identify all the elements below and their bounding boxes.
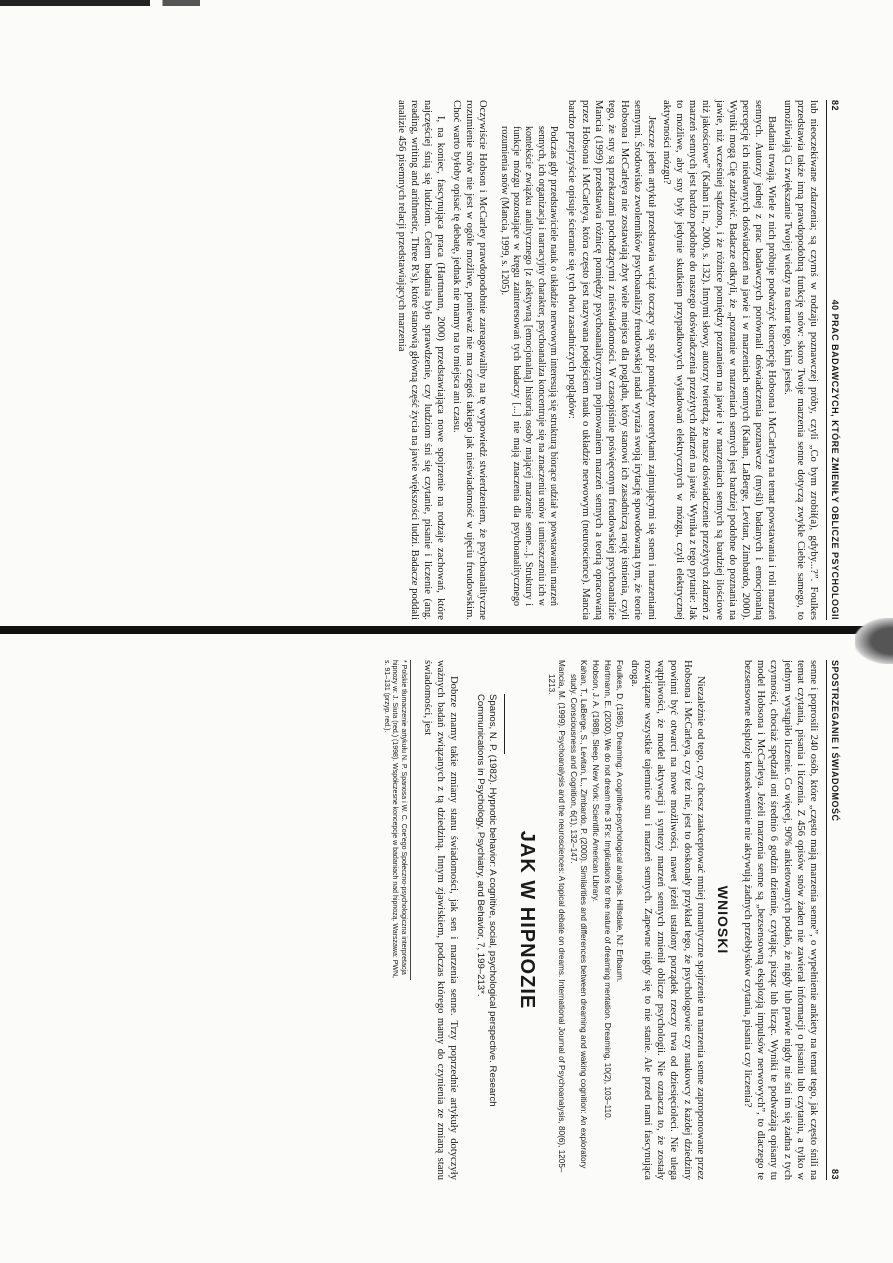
running-head [826, 100, 840, 620]
page-82 [100, 100, 840, 620]
page-83 [90, 660, 840, 1180]
section-title: WNIOSKI [714, 885, 731, 955]
running-head-title: 40 PRAC BADAWCZYCH, KTÓRE ZMIENIŁY OBLICZE PSYCHOLOGII [830, 299, 840, 620]
paragraph: Oczywiście Hobson i McCarley prawdopodobnie zareagowaliby na tę wypowiedź stwierdzeniem, że psychoanalityczne rozumienie snów nie jest w ogóle możliwe, ponieważ nie ma czegoś takiego jak nieświadomość w ujęciu freudowskim. Choć warto byłoby opisać tę debatę, jednak nie mamy na to miejsca ani czasu. [450, 100, 489, 620]
reference-item: Mancia, M. (1999). Psychoanalysis and the neurosciences: A topical debate on dreams. International Journal of Psychoanalysis, 80(6), 1205–1213. [546, 660, 566, 1173]
paragraph: Badania trwają. Wiele z nich próbuje podważyć koncepcję Hobsona i McCarleya na temat powstawania i roli marzeń sennych. Autorzy jednej z prac badawczych porównali doświadczenia poznawcze (myśli) badanych i emocjonalną percepcję ich niedawnych doświadczeń na jawie i w marzeniach sennych (Kahan, LaBerge, Levitan, Zimbardo, 2000). Wyniki mogą Cię zadziwić. Badacze odkryli, że „poznanie w marzeniach sennych jest bardziej podobne do poznania na jawie, niż wcześniej sądzono, i że różnice pomiędzy poznaniem na jawie i w marzeniach sennych są bardziej ilościowe niż jakościowe” (Kahan i in., 2000, s. 132). Innymi słowy, autorzy twierdzą, że nasze doświadczenie przeżytych zdarzeń z marzeń sennych jest bardzo podobne do naszego doświadczenia przeżytych zdarzeń na jawie. Wynika z tego pytanie: Jak to możliwe, aby sny były jedynie skutkiem przypadkowych wyładowań elektrycznych w mózgu, czyli elektrycznej aktywności mózgu? [660, 100, 778, 620]
block-quote: Podczas gdy przedstawiciele nauk o układzie nerwowym interesują się strukturą biorące udział w powstawaniu marzeń sennych, ich organizacja i narracyjny charakter, psychoanaliza koncentruje się na znaczeniu snów i umieszczeniu ich w kontekście związku analitycznego [z afektywną [emocjonalną] historią osoby mającej marzenie senne...]. Struktury i funkcje mózgu pozostające w kręgu zainteresowań tych badaczy [...] nie mają znaczenia dla psychoanalitycznego rozumienia snów (Mancia, 1999, s. 1205). [498, 126, 560, 606]
paragraph: I, na koniec, fascynująca praca (Hartmann, 2000) przedstawiająca nowe spojrzenie na rodzaje zachowań, które najczęściej śnią się ludziom. Celem badania było sprawdzenie, czy ludziom śni się czytanie, pisanie i liczenie (ang. reading, writing and arithmetic, Three R's), które stanowią główną część życia na jawie większości ludzi. Badacze poddali analizie 456 pisemnych relacji przedstawiających marzenia [395, 100, 447, 620]
scan-edge-artifact [0, 0, 250, 6]
reference-item: Foulkes, D. (1985). Dreaming: A cognitive-psychological analysis. Hillsdale, NJ: Erlbaum. [614, 660, 624, 983]
reference-list [546, 660, 624, 1180]
reference-item: Hobson, J. A. (1988). Sleep. New York: Scientific American Library. [590, 660, 600, 902]
paragraph: lub nieoczekiwane zdarzenia; są czymś w rodzaju poznawczej próby, czyli „Co bym zrobił(a), gdyby...?”. Foulkes przedstawia także inną prawdopodobną funkcję snów: skoro Twoje marzenia senne dotyczą zwykle Ciebie samego, to umożliwiają Ci zwiększanie Twojej wiedzy na temat tego, kim jesteś. [781, 100, 819, 620]
paragraph: Dobrze znamy takie zmiany stanu świadomości, jak sen i marzenia senne. Trzy poprzednie artykuły dotyczyły ważnych badań związanych z tą dziedziną. Innym zjawiskiem, podczas którego mamy do czynienia ze zmianą stanu świadomości, jest [421, 660, 460, 1180]
footnote: * Polskie tłumaczenie artykułu N. P. Spanosa i W. C. Coe'ego Społeczno-psychologiczna interpretacja hipnozy w: J. Siuta (red.) (1998). Współczesne koncepcje w badaniach nad hipnozą. Warszawa: PWN, s. 91–131 (przyp. red.). [381, 660, 411, 980]
running-head [826, 660, 840, 1180]
paragraph: Jeszcze jeden artykuł przedstawia wciąż toczący się spór pomiędzy teoretykami zajmującymi się snem i marzeniami sennymi. Środowisko zwolenników psychoanalizy freudowskiej nadal wyraża swoją irytację spowodowaną tym, że teorie Hobsona i McCarleya nie zostawiają zbyt wiele miejsca dla poglądu, który stanowi ich zasadniczą rację istnienia, czyli tego, że sny są przekazami pochodzącymi z nieświadomości. W czasopiśmie poświęconym freudowskiej psychoanalizie Mancia (1999) przedstawia różnicę pomiędzy psychoanalitycznym pojmowaniem marzeń sennych a teorią opracowaną przez Hobsona i McCarleya, która często jest nazywana podejściem nauk o układzie nerwowym (neuroscience). Mancia bardzo przejrzyście opisuje ścieranie się tych dwu zasadniczych poglądów: [566, 100, 657, 620]
chapter-title: JAK W HIPNOZIE [515, 830, 538, 1010]
page-number: 83 [830, 1168, 840, 1180]
divider [504, 694, 505, 754]
page-number: 82 [830, 100, 840, 112]
source-citation: Spanos, N. P. (1982). Hypnotic behavior: A cognitive, social, psychological perspective. Research Communications in Psychology, Psychiatry, and Behavior, 7, 199–213*. [474, 694, 498, 1107]
paragraph: senne i poprosili 240 osób, które „często mają marzenia senne”, o wypełnienie ankiety na temat tego, jak często śnili na temat czytania, pisania i liczenia. Z 456 opisów snów żaden nie zawierał informacji o pisaniu lub czytaniu, a tylko w jednym wystąpiło liczenie. Co więcej, 90% ankietowanych podało, że nigdy lub prawie nigdy nie śni im się żadna z tych czynności, chociaż spędzali oni średnio 6 godzin dziennie, czytając, pisząc lub licząc. Wyniki te podważają opisany tu model Hobsona i McCarleya. Jeżeli marzenia senne są „bezsensowną eksplozją impulsów nerwowych”, to dlaczego te bezsensowne eksplozje konsekwentnie nie aktywują żadnych przebłysków czytania, pisania czy liczenia? [741, 660, 819, 1180]
running-head-title: SPOSTRZEGANIE I ŚWIADOMOŚĆ [830, 660, 840, 822]
spine-shadow [855, 618, 893, 664]
spine-fold [0, 626, 893, 634]
reference-item: Hartmann, E. (2000). We do not dream the 3 R's: Implications for the nature of dreaming mentation. Dreaming, 10(2), 103–110. [602, 660, 612, 1120]
paragraph: Niezależnie od tego, czy chcesz zaakceptować mniej romantyczne spojrzenie na marzenia senne zaproponowane przez Hobsona i McCarleya, czy też nie, jest to doskonały przykład tego, że psychologowie czy naukowcy z każdej dziedziny powinni być otwarci na nowe możliwości, nawet jeżeli ustalony porządek rzeczy trwa od dziesięcioleci. Nie ulega wątpliwości, że model aktywacji i syntezy marzeń sennych zmienił oblicze psychologii. Nie oznacza to, że zostały rozwiązane wszystkie tajemnice snu i marzeń sennych. Zapewne nigdy się to nie stanie. Ale przed nami fascynująca droga. [628, 660, 706, 1180]
reference-item: Kahan, T., LaBerge, S., Levitan, L., Zimbardo, P. (2000). Similarities and differences between dreaming and waking cognition: An exploratory study. Consciousness and Cognition, 6(1), 132–147. [568, 660, 588, 1169]
